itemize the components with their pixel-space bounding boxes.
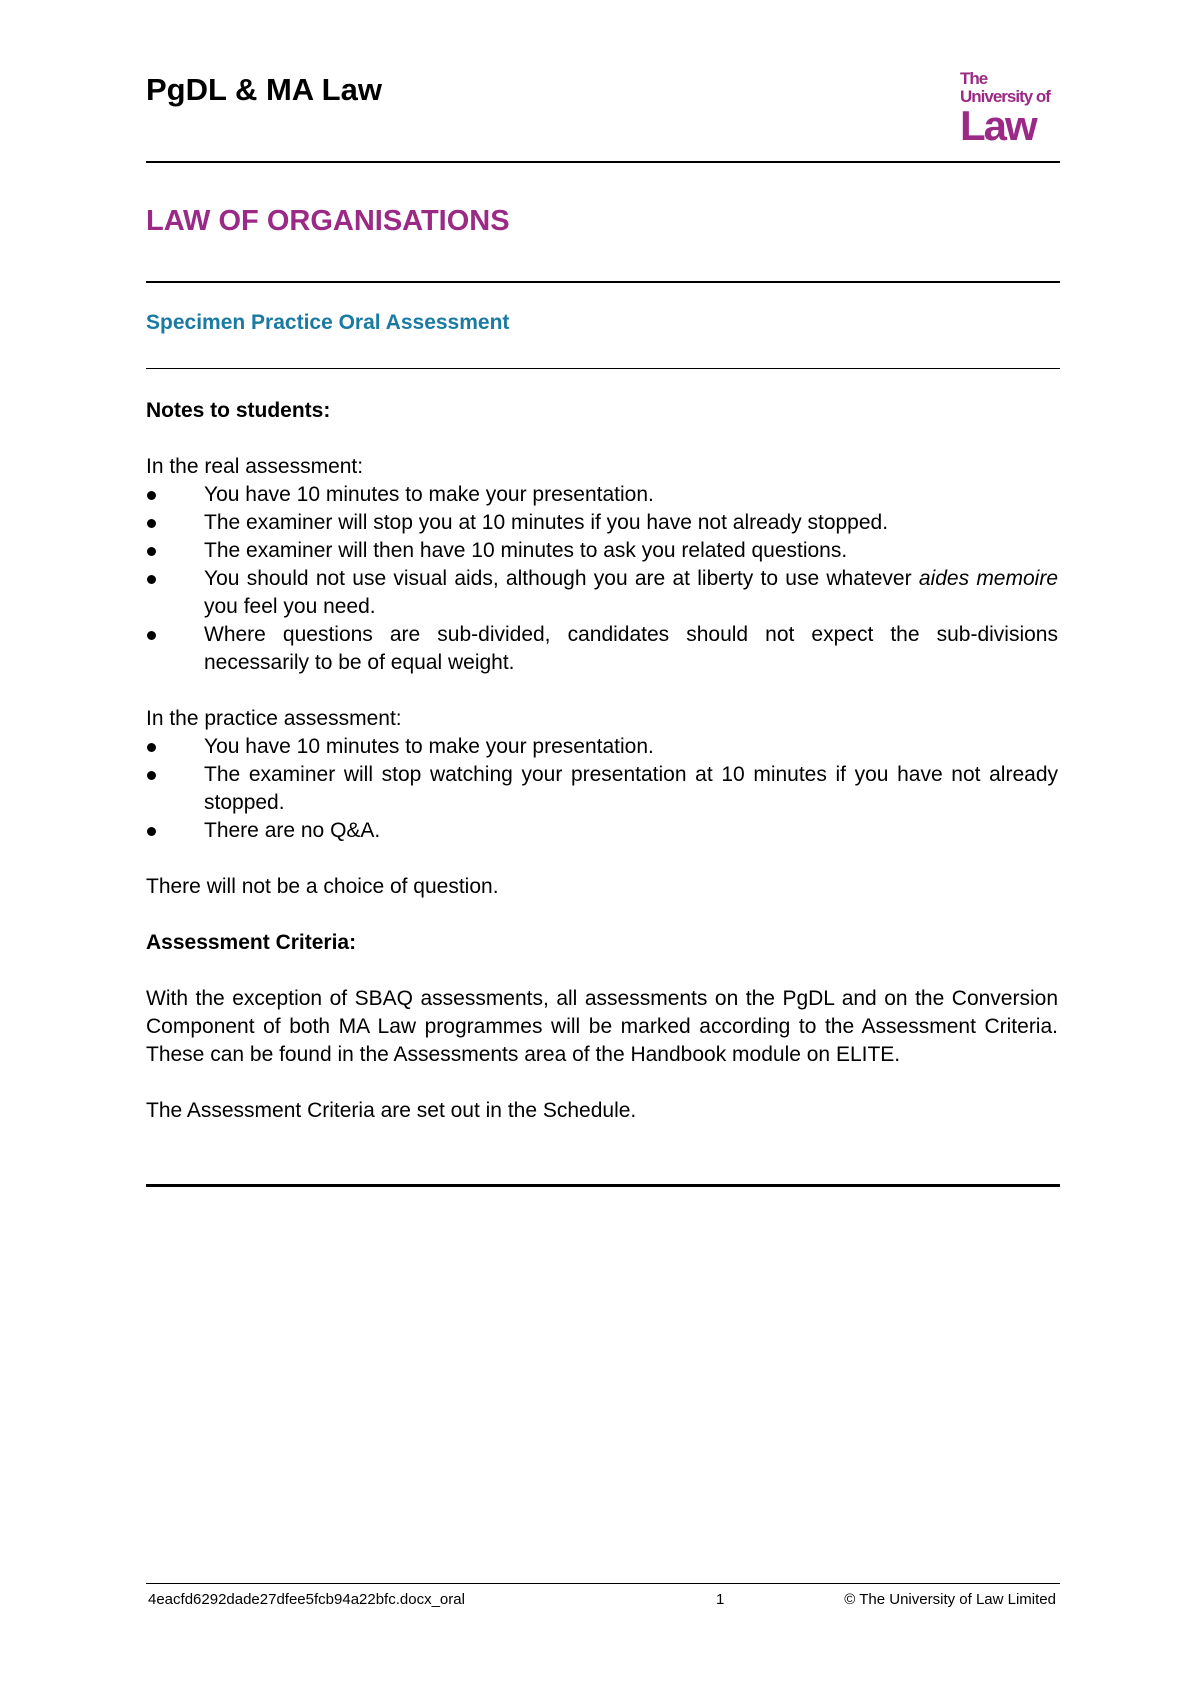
list-item-text: You should not use visual aids, although you are at liberty to use whatever xyxy=(204,567,919,590)
logo-line-the: The xyxy=(960,69,988,88)
list-item-text: you feel you need. xyxy=(204,595,376,618)
logo-line-law: Law xyxy=(960,102,1036,149)
footer-filename: 4eacfd6292dade27dfee5fcb94a22bfc.docx_oral xyxy=(148,1591,465,1608)
divider-header xyxy=(146,161,1060,163)
notes-heading: Notes to students: xyxy=(146,399,331,422)
course-title: LAW OF ORGANISATIONS xyxy=(146,205,510,237)
list-item: Where questions are sub-divided, candidates should not expect the sub-divisions necessarily to be of equal weight. xyxy=(146,621,1058,677)
italic-term: aides memoire xyxy=(918,567,1058,590)
criteria-heading: Assessment Criteria: xyxy=(146,931,357,954)
real-assessment-list xyxy=(146,481,1058,677)
university-of-law-logo xyxy=(960,69,1060,149)
divider-footer xyxy=(146,1583,1060,1584)
footer-page-number: 1 xyxy=(716,1591,725,1608)
list-item xyxy=(146,565,1058,621)
programme-title: PgDL & MA Law xyxy=(146,72,382,107)
divider-end xyxy=(146,1184,1060,1187)
list-item: The examiner will then have 10 minutes to ask you related questions. xyxy=(146,537,1058,565)
list-item: The examiner will stop you at 10 minutes if you have not already stopped. xyxy=(146,509,1058,537)
no-choice-note: There will not be a choice of question. xyxy=(146,875,499,898)
footer-copyright: © The University of Law Limited xyxy=(844,1591,1056,1608)
document-body xyxy=(146,397,1058,1125)
list-item: There are no Q&A. xyxy=(146,817,1058,845)
logo-line-university-of: University of xyxy=(960,87,1050,106)
divider-subtitle xyxy=(146,368,1060,369)
assessment-subtitle: Specimen Practice Oral Assessment xyxy=(146,311,510,334)
list-item: The examiner will stop watching your presentation at 10 minutes if you have not already stopped. xyxy=(146,761,1058,817)
practice-assessment-intro: In the practice assessment: xyxy=(146,707,402,730)
list-item: You have 10 minutes to make your presentation. xyxy=(146,733,1058,761)
divider-title xyxy=(146,281,1060,283)
practice-assessment-list xyxy=(146,733,1058,845)
criteria-schedule-note: The Assessment Criteria are set out in the Schedule. xyxy=(146,1099,637,1122)
real-assessment-intro: In the real assessment: xyxy=(146,455,364,478)
list-item: You have 10 minutes to make your presentation. xyxy=(146,481,1058,509)
criteria-paragraph: With the exception of SBAQ assessments, all assessments on the PgDL and on the Conversion Component of both MA Law programmes will be marked according to the Assessment Criteria. These can be found in the Assessments area of the Handbook module on ELITE. xyxy=(146,987,1058,1066)
